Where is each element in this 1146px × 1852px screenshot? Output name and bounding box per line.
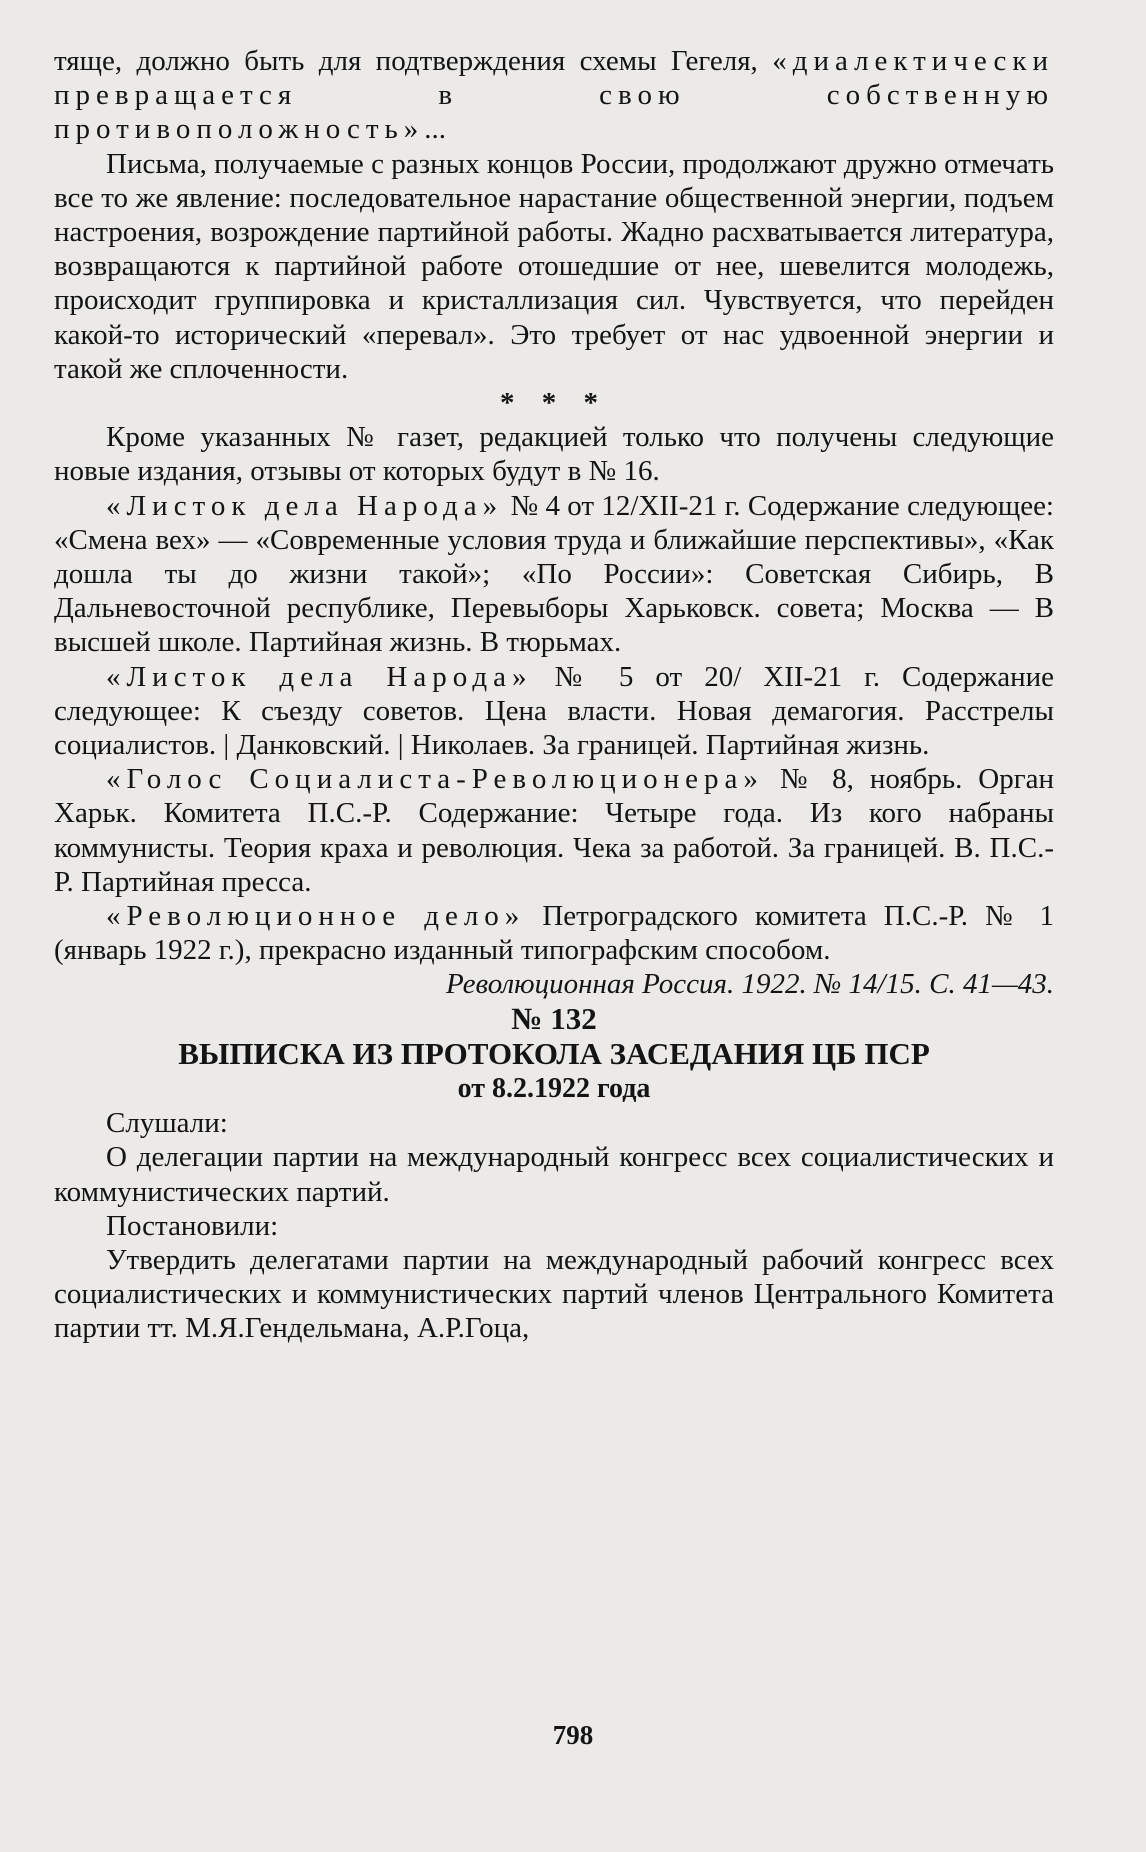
- paragraph-listok-4: [54, 489, 1054, 660]
- page-text: [54, 44, 1054, 1346]
- text-run: тяще, должно быть для подтверждения схемы Гегеля,: [54, 45, 773, 77]
- section-separator: * * *: [500, 387, 608, 420]
- paragraph-listok-5: [54, 660, 1054, 763]
- publication-contents: № 4 от 12/XII-21 г. Содержание следующее: «Смена вех» — «Современные условия труда и ближайшие перспективы», «Как дошла ты до жизни такой»; «По России»: Советская Сибирь, В Дальневосточной республике, Перевыборы Харьковск. совета; Москва — В высшей школе. Партийная жизнь. В тюрьмах.: [54, 489, 1054, 659]
- publication-contents: Петроградского комитета П.С.-Р. № 1 (январь 1922 г.), прекрасно изданный типографским способом.: [54, 900, 1054, 967]
- source-citation: Революционная Россия. 1922. № 14/15. С. 41—43.: [445, 968, 1054, 1001]
- paragraph-golos: [54, 762, 1054, 899]
- text-run: ...: [424, 113, 447, 146]
- paragraph-new-editions: Кроме указанных № газет, редакцией только что получены следующие новые издания, отзывы от которых будут в № 16.: [54, 421, 1054, 488]
- document-date: от 8.2.1922 года: [457, 1072, 651, 1104]
- publication-title: «Листок дела Народа»: [106, 489, 504, 522]
- document-title: ВЫПИСКА ИЗ ПРОТОКОЛА ЗАСЕДАНИЯ ЦБ ПСР: [178, 1035, 930, 1071]
- paragraph-letters: Письма, получаемые с разных концов России, продолжают дружно отмечать все то же явление: последовательное нарастание общественной энергии, подъем настроения, возрождение партийной работы. Жадно расхватывается литература, возвращаются к партийной работе отошедшие от нее, шевелится молодежь, происходит группировка и кристаллизация сил. Чувствуется, что перейден какой-то исторический «перевал». Это требует от нас удвоенной энергии и такой же сплоченности.: [54, 147, 1054, 385]
- paragraph-rev-delo: [54, 899, 1054, 967]
- publication-title: «Листок дела Народа»: [106, 660, 533, 693]
- publication-contents: № 8, ноябрь. Орган Харьк. Комитета П.С.-Р. Содержание: Четыре года. Из кого набраны коммунисты. Теория краха и революция. Чека за работой. За границей. В. П.С.-Р. Партийная пресса.: [54, 763, 1055, 898]
- heard-text: О делегации партии на международный конгресс всех социалистических и коммунистических партий.: [54, 1141, 1054, 1208]
- decided-text: Утвердить делегатами партии на международный рабочий конгресс всех социалистических и коммунистических партий членов Центрального Комитета партии тт. М.Я.Гендельмана, А.Р.Гоца,: [54, 1243, 1054, 1345]
- page-number: 798: [552, 1720, 594, 1750]
- publication-contents: № 5 от 20/ XII-21 г. Содержание следующее: К съезду советов. Цена власти. Новая демагогия. Расстрелы социалистов. | Данковский. | Николаев. За границей. Партийная жизнь.: [54, 660, 1054, 762]
- document-number: № 132: [511, 1000, 597, 1036]
- heard-label: Слушали:: [106, 1107, 228, 1140]
- paragraph-hegel: [54, 44, 1054, 147]
- publication-title: «Революционное дело»: [106, 900, 526, 933]
- decided-label: Постановили:: [106, 1209, 279, 1242]
- spaced-quote: «диалектически превращается в свою собственную противоположность»: [54, 45, 1054, 146]
- publication-title: «Голос Социалиста-Революционера»: [106, 763, 764, 796]
